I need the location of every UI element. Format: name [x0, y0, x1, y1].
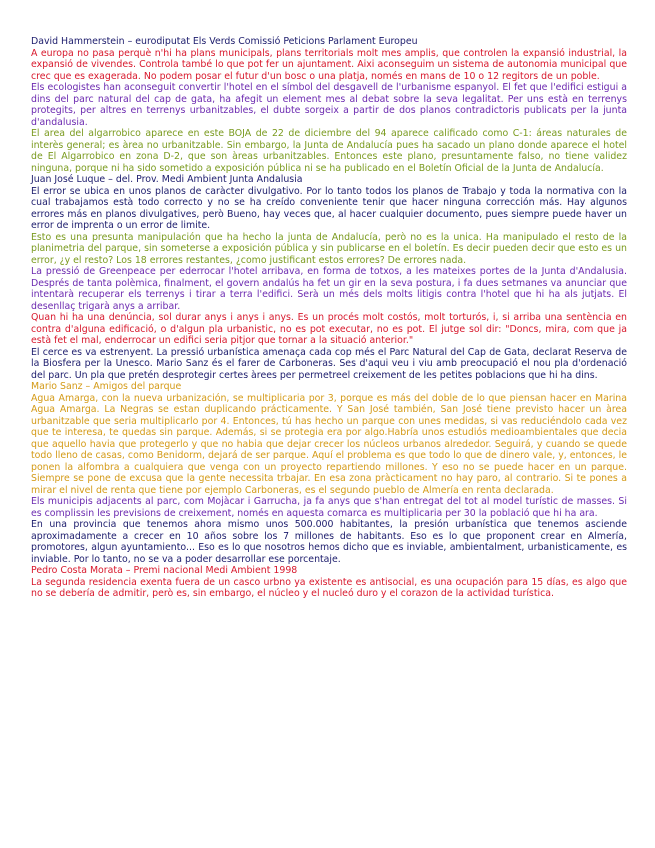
speaker-sanz: Mario Sanz – Amigos del parque	[31, 381, 182, 392]
narration-paragraph: Els municipis adjacents al parc, com Mojàcar i Garrucha, ja fa anys que s'han entregat del tot al model turístic de masses. Si es complissin les previsions de creixement, només en aquesta comarca es multiplicaria per 30 la població que hi ha ara.	[31, 496, 627, 519]
narration-paragraph: Els ecologistes han aconseguit convertir l'hotel en el símbol del desgavell de l'urbanisme espanyol. El fet que l'edifici estigui a dins del parc natural del cap de gata, ha afegit un element mes al debat sobre la seva legalitat. Per uns està en terrenys protegits, per altres en terrenys urbanitzables, el dubte sorgeix a partir de dos planos contradictoris publicats per la junta d'andalusia.	[31, 82, 627, 128]
quote-paragraph: Quan hi ha una denúncia, sol durar anys i anys i anys. Es un procés molt costós, molt torturós, i, si arriba una sentència en contra d'alguna edificació, o d'algun pla urbanistic, no es pot executar, no es pot. El jutge sol dir: "Doncs, mira, com que ja està fet el mal, enderrocar un edifici seria pitjor que tornar a la situació anterior."	[31, 312, 627, 346]
quote-paragraph: El error se ubica en unos planos de caràcter divulgativo. Por lo tanto todos los planos de Trabajo y toda la normativa con la cual trabajamos està todo correcto y no se ha creído conveniente tenir que hacer ninguna corrección más. Hay algunos errores más en planos divulgatives, però Bueno, hay veces que, al hacer cualquier documento, pues siempre puede haver un error de imprenta o un error de limite.	[31, 185, 627, 231]
quote-paragraph: Esto es una presunta manipulación que ha hecho la junta de Andalucía, però no es la unica. Ha manipulado el resto de la planimetria del parque, sin someterse a exposición pública y sin publicarse en el boletín. Es decir pueden decir que esto es un error, ¿y el resto? Los 18 errores restantes, ¿como justificant estos errores? De errores nada.	[31, 231, 627, 266]
narration-paragraph: El cerce es va estrenyent. La pressió urbanística amenaça cada cop més el Parc Natural del Cap de Gata, declarat Reserva de la Biosfera per la Unesco. Mario Sanz és el farer de Carboneras. Ses d'aqui veu i viu amb preocupació el nou pla d'ordenació del parc. Un pla que pretén desprotegir certes àrees per permetreel creixement de les petites poblacions que hi ha dins.	[31, 346, 627, 381]
quote-paragraph: Agua Amarga, con la nueva urbanización, se multiplicaria por 3, porque es más del doble de lo que piensan hacer en Marina Agua Amarga. La Negras se estan duplicando prácticamente. Y San José también, San José tiene previsto hacer un àrea urbanitzable que seria multiplicarlo por 4. Entonces, tú has hecho un parque con unes medidas, si vas reduciéndolo cada vez que te interesa, te quedas sin parque. Además, si se protegia era por algo.Habría unos estudiós medioambientales que decia que aquello havia que protegerlo y que no habia que dejar crecer los núcleos urbanos alrededor. Seguirá, y cuando se quede todo lleno de casas, como Benidorm, dejará de ser parque. Aquí el problema es que todo lo que de dinero vale, y, entonces, le ponen la alfombra a cualquiera que venga con un proyecto repartiendo millones. Y eso no se puede hacer en un parque. Siempre se pone de excusa que la gente necessita trbajar. En esa zona pràcticament no hay paro, al contrario. Si te pones a mirar el nivel de renta que tiene por ejemplo Carboneras, es el segundo pueblo de Almería en renta declarada.	[31, 392, 627, 496]
quote-paragraph: La segunda residencia exenta fuera de un casco urbno ya existente es antisocial, es una ocupación para 15 días, es algo que no se debería de admitir, però es, sin embargo, el núcleo y el nucleó duro y el corazon de la actividad turística.	[31, 576, 627, 599]
quote-paragraph: En una provincia que tenemos ahora mismo unos 500.000 habitantes, la presión urbanística que tenemos asciende aproximadamente a crecer en 10 años sobre los 7 millones de habitants. Eso es lo que proponent crear en Almería, promotores, algun ayuntamiento... Eso es lo que nosotros hemos dicho que es inviable, ambientalment, urbanisticamente, es inviable. Por lo tanto, no se va a poder desarrollar ese porcentaje.	[31, 519, 627, 565]
speaker-costa-morata: Pedro Costa Morata – Premi nacional Medi Ambient 1998	[31, 565, 298, 576]
narration-paragraph: La pressió de Greenpeace per ederrocar l'hotel arribava, en forma de totxos, a les mateixes portes de la Junta d'Andalusia. Després de tanta polèmica, finalment, el govern andalús ha fet un gir en la seva postura, i fa dues setmanes va anunciar que intentarà recuperar els terrenys i tirar a terra l'edifici. Serà un més dels molts litigis contra l'hotel que hi ha als jutjats. El desenllaç trigarà anys a arribar.	[31, 266, 627, 312]
document-body	[31, 36, 627, 600]
quote-paragraph: A europa no pasa perquè n'hi ha plans municipals, plans territorials molt mes amplis, que controlen la expansió industrial, la expansió de vivendes. Controla també lo que pot fer un ajuntament. Aixi aconseguim un sistema de autonomia municipal que crec que es exagerada. No podem posar el futur d'un bosc o una platja, només en mans de 10 o 12 regitors de un poble.	[31, 47, 627, 82]
speaker-hammerstein: David Hammerstein – eurodiputat Els Verds Comissió Peticions Parlament Europeu	[31, 36, 418, 47]
quote-paragraph: El area del algarrobico aparece en este BOJA de 22 de diciembre del 94 aparece calificado como C-1: áreas naturales de interès general; es àrea no urbanitzable. Sin embargo, la Junta de Andalucía pues ha sacado un plano donde aparece el hotel de El Algarrobico en zona D-2, que son àreas urbanitzables. Entonces este plano, presuntamente falso, no tiene validez ninguna, porque ni ha sido sometido a exposición pública ni se ha publicado en el Boletín Oficial de la Junta de Andalucía.	[31, 128, 627, 174]
speaker-luque: Juan José Luque – del. Prov. Medi Ambient Junta Andalusia	[31, 174, 303, 185]
